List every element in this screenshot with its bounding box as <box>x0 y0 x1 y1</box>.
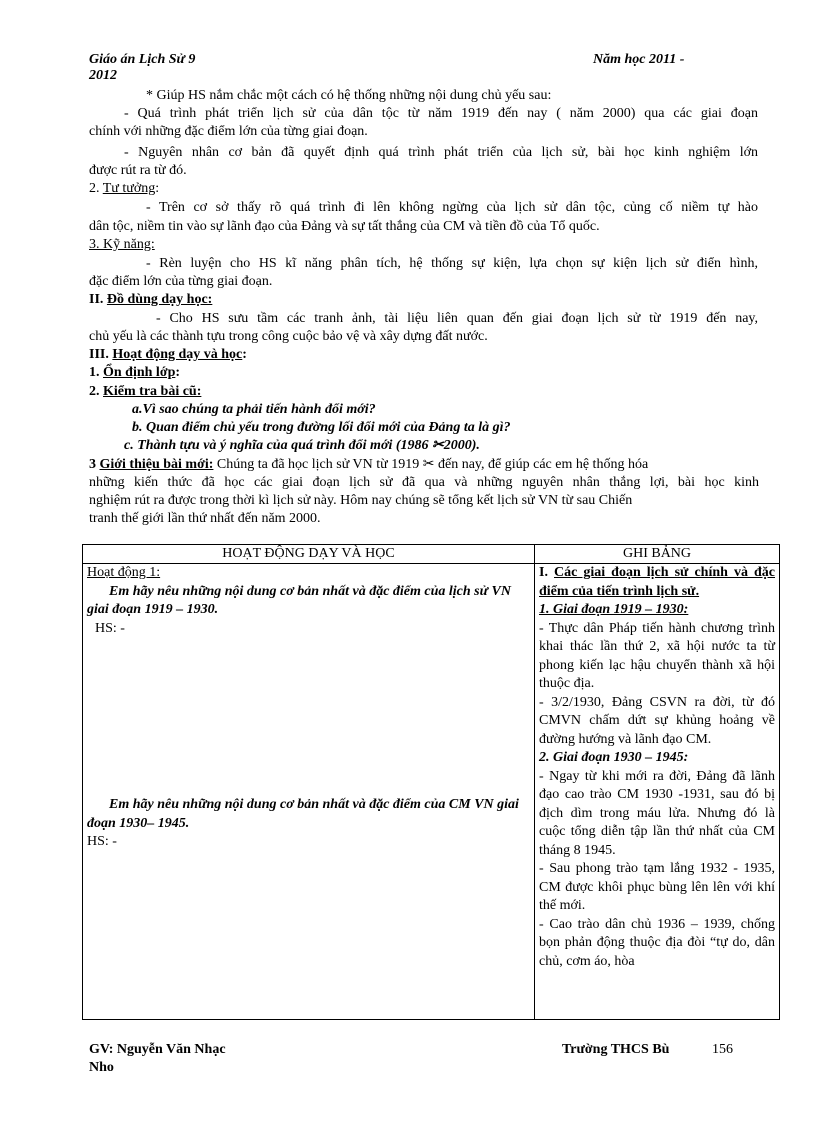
step-1-colon: : <box>175 365 181 380</box>
skills-heading: 3. Kỹ năng: <box>89 237 155 252</box>
objective-intro: * Giúp HS nắm chắc một cách có hệ thống những nội dung chủ yếu sau: <box>146 88 552 103</box>
table-header-row <box>83 545 780 564</box>
activity-1-label: Hoạt động 1: <box>87 565 161 580</box>
period-1-heading: 1. Giai đoạn 1919 – 1930: <box>539 602 689 617</box>
footer-teacher-continued: Nho <box>89 1060 114 1075</box>
section-1-title: Các giai đoạn lịch sử chính và đặc điểm của tiến trình lịch sử. <box>539 565 775 599</box>
thought-line2: dân tộc, niềm tin vào sự lãnh đạo của Đảng và sự tất thắng của CM và tiền đồ của Tổ quốc. <box>89 219 600 234</box>
new-lesson-line2: những kiến thức đã học các giai đoạn lịch sử đã qua và những nguyên nhân thắng lợi, bài học kinh <box>89 475 759 490</box>
period-2-point-a: - Ngay từ khi mới ra đời, Đảng đã lãnh đạo cao trào CM 1930 -1931, sau đó bị địch dìm trong máu lửa. Nhưng đó là cuộc tổng diễn tập lần thứ nhất của CM tháng 8 1945. <box>539 768 775 858</box>
materials-line1: - Cho HS sưu tầm các tranh ảnh, tài liệu liên quan đến giai đoạn lịch sử từ 1919 đến nay, <box>156 311 758 326</box>
new-lesson-line1 <box>89 456 759 474</box>
lesson-table <box>82 544 780 1020</box>
thought-title: Tư tưởng <box>102 181 156 196</box>
section-1-heading <box>539 564 775 601</box>
header-school-year: Năm học 2011 - <box>593 52 685 67</box>
objective-2-line2: được rút ra từ đó. <box>89 163 187 178</box>
activities-cell <box>83 564 535 1020</box>
materials-heading <box>89 291 759 309</box>
skills-line2: đặc điểm lớn của từng giai đoạn. <box>89 274 273 289</box>
page-number: 156 <box>712 1042 733 1057</box>
student-answer-1: HS: - <box>95 620 125 636</box>
step-1-number: 1. <box>89 365 100 380</box>
thought-line1: - Trên cơ sở thấy rõ quá trình đi lên không ngừng của lịch sử dân tộc, củng cố niềm tự hào <box>146 200 758 215</box>
review-question-b: b. Quan điểm chủ yếu trong đường lối đổi mới của Đảng ta là gì? <box>132 420 511 435</box>
materials-number: II. <box>89 292 104 307</box>
header-year-continued: 2012 <box>89 68 117 83</box>
step-2-number: 2. <box>89 384 100 399</box>
step-3-number: 3 <box>89 457 96 472</box>
period-1-point-b: - 3/2/1930, Đảng CSVN ra đời, từ đó CMVN chấm dứt sự khủng hoảng về đường hướng và lãnh đạo CM. <box>539 694 775 747</box>
period-1-point-a: - Thực dân Pháp tiến hành chương trình khai thác lần thứ 2, xã hội nước ta từ phong kiến lạc hậu chuyển thành xã hội thuộc địa. <box>539 620 775 691</box>
activities-heading <box>89 346 759 364</box>
table-row <box>83 564 780 1020</box>
header-board-notes: GHI BẢNG <box>535 545 780 564</box>
student-answer-2: HS: - <box>87 834 117 849</box>
step-2-title: Kiểm tra bài cũ: <box>103 384 202 399</box>
footer-teacher: GV: Nguyễn Văn Nhạc <box>89 1042 226 1057</box>
activities-colon: : <box>242 347 247 362</box>
period-2-point-c: - Cao trào dân chủ 1936 – 1939, chống bọn phản động thuộc địa đòi “tự do, dân chủ, cơm áo, hòa <box>539 916 775 969</box>
review-question-c: c. Thành tựu và ý nghĩa của quá trình đổi mới (1986 ✂2000). <box>124 438 480 453</box>
materials-line2: chủ yếu là các thành tựu trong công cuộc bảo vệ và xây dựng đất nước. <box>89 329 488 344</box>
step-2 <box>89 383 759 401</box>
objective-2-line1: - Nguyên nhân cơ bản đã quyết định quá trình phát triển của lịch sử, bài học kinh nghiệm lớn <box>124 145 758 160</box>
review-question-a: a.Vì sao chúng ta phải tiến hành đổi mới? <box>132 402 376 417</box>
thought-number: 2. <box>89 181 100 196</box>
step-1 <box>89 364 759 382</box>
period-2-point-b: - Sau phong trào tạm lắng 1932 - 1935, CM được khôi phục bùng lên lên với khí thế mới. <box>539 861 775 913</box>
step-3-title: Giới thiệu bài mới: <box>99 457 214 472</box>
teacher-question-1: Em hãy nêu những nội dung cơ bản nhất và đặc điểm của lịch sử VN giai đoạn 1919 – 1930. <box>87 583 511 617</box>
section-1-number: I. <box>539 565 548 580</box>
new-lesson-line3: nghiệm rút ra được trong thời kì lịch sử này. Hôm nay chúng sẽ tổng kết lịch sử VN từ sau Chiến <box>89 493 633 508</box>
skills-line1: - Rèn luyện cho HS kĩ năng phân tích, hệ thống sự kiện, lựa chọn sự kiện lịch sử điển hình, <box>146 256 758 271</box>
header-activities: HOẠT ĐỘNG DẠY VÀ HỌC <box>83 545 535 564</box>
materials-title: Đồ dùng dạy học: <box>106 292 213 307</box>
new-lesson-text: Chúng ta đã học lịch sử VN từ 1919 ✂ đến nay, để giúp các em hệ thống hóa <box>216 457 649 472</box>
objective-1-line2: chính với những đặc điểm lớn của từng giai đoạn. <box>89 124 368 139</box>
period-2-heading: 2. Giai đoạn 1930 – 1945: <box>539 750 689 765</box>
footer-school: Trường THCS Bù <box>562 1042 670 1057</box>
step-1-title: Ổn định lớp <box>103 365 176 380</box>
thought-heading <box>89 180 759 198</box>
thought-colon: : <box>155 181 160 196</box>
activities-number: III. <box>89 347 109 362</box>
teacher-question-2: Em hãy nêu những nội dung cơ bản nhất và đặc điểm của CM VN giai đoạn 1930– 1945. <box>87 797 519 831</box>
objective-1-line1: - Quá trình phát triển lịch sử của dân tộc từ năm 1919 đến nay ( năm 2000) qua các giai đoạn <box>124 106 758 121</box>
header-subject: Giáo án Lịch Sử 9 <box>89 52 196 67</box>
new-lesson-line4: tranh thế giới lần thứ nhất đến năm 2000. <box>89 511 321 526</box>
activities-title: Hoạt động dạy và học <box>112 347 243 362</box>
board-notes-cell <box>535 564 780 1020</box>
